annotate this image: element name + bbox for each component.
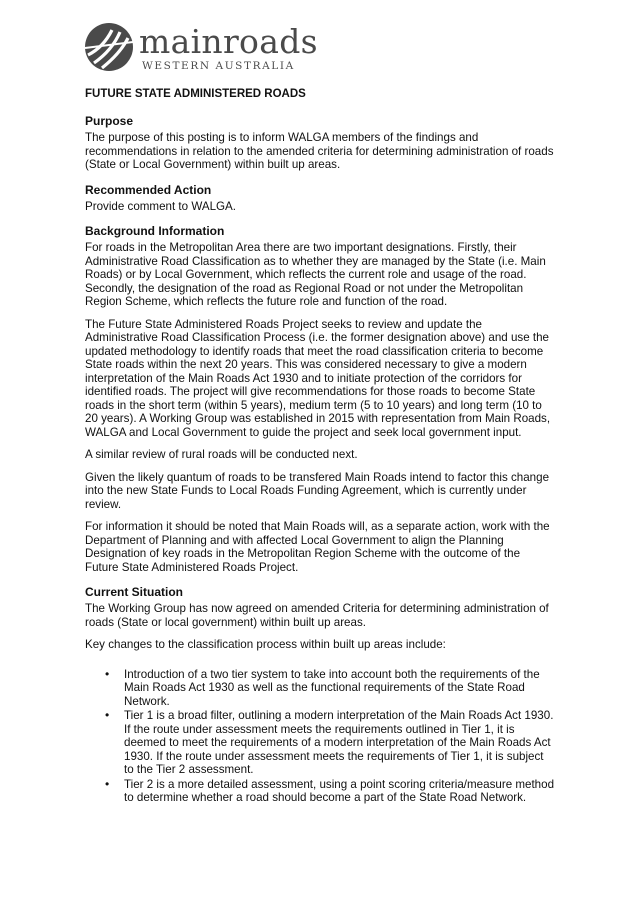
section-recommended-action <box>85 183 555 214</box>
section-purpose <box>85 114 555 172</box>
mainroads-emblem-icon <box>84 22 134 72</box>
section-heading: Purpose <box>85 114 134 128</box>
section-heading: Current Situation <box>85 585 183 599</box>
paragraph: The Working Group has now agreed on amended Criteria for determining administration of roads (State or local government) within built up areas. <box>85 602 549 629</box>
list-item <box>85 668 555 709</box>
list-item-text: Introduction of a two tier system to take into account both the requirements of the Main Roads Act 1930 as well as the functional requirements of the State Road Network. <box>124 667 540 708</box>
section-background-information <box>85 224 555 574</box>
logo-wordmark: mainroads <box>139 22 318 61</box>
list-item <box>85 778 555 805</box>
paragraph: Provide comment to WALGA. <box>85 199 236 213</box>
document-body <box>85 88 555 806</box>
document-title: FUTURE STATE ADMINISTERED ROADS <box>85 88 306 100</box>
bullet-icon: • <box>105 666 110 681</box>
section-heading: Background Information <box>85 224 225 238</box>
paragraph: For information it should be noted that Main Roads will, as a separate action, work with the Department of Planning and with affected Local Government to align the Planning Designation of key roads in the Metropolitan Region Scheme with the outcome of the Future State Administered Roads Project. <box>85 520 550 574</box>
paragraph: For roads in the Metropolitan Area there are two important designations. Firstly, their Administrative Road Classification as to whether they are managed by the State (i.e. Main Roads) or by Local Government, which reflects the current role and usage of the road. Secondly, the designation of the road as Regional Road or not under the Metropolitan Region Scheme, which reflects the future role and function of the road. <box>85 241 546 308</box>
paragraph: The purpose of this posting is to inform WALGA members of the findings and recommendations in relation to the amended criteria for determining administration of roads (State or Local Government) within built up areas. <box>85 131 554 171</box>
logo-subtitle: WESTERN AUSTRALIA <box>142 60 295 72</box>
list-item-text: Tier 1 is a broad filter, outlining a modern interpretation of the Main Roads Act 1930. If the route under assessment meets the requirements outlined in Tier 1, it is deemed to meet the requirements of a modern interpretation of the Main Roads Act 1930. If the route under assessment meets the requirements of Tier 1, it is subject to the Tier 2 assessment. <box>124 709 554 776</box>
paragraph: The Future State Administered Roads Project seeks to review and update the Administrative Road Classification Process (i.e. the former designation above) and use the updated methodology to identify roads that meet the road classification criteria to become State roads within the next 20 years. This was considered necessary to give a modern interpretation of the Main Roads Act 1930 and to initiate protection of the corridors for identified roads. The project will give recommendations for those roads to become State roads in the short term (within 5 years), medium term (5 to 10 years) and long term (10 to 20 years). A Working Group was established in 2015 with representation from Main Roads, WALGA and Local Government to guide the project and seek local government input. <box>85 317 551 439</box>
list-item-text: Tier 2 is a more detailed assessment, using a point scoring criteria/measure method to determine whether a road should become a part of the State Road Network. <box>124 777 555 804</box>
bullet-icon: • <box>105 776 110 791</box>
paragraph: Given the likely quantum of roads to be transfered Main Roads intend to factor this change into the new State Funds to Local Roads Funding Agreement, which is currently under review. <box>85 470 550 511</box>
section-current-situation <box>85 585 555 805</box>
paragraph: Key changes to the classification process within built up areas include: <box>85 638 446 651</box>
paragraph: A similar review of rural roads will be conducted next. <box>85 448 358 461</box>
bullet-icon: • <box>105 708 110 722</box>
section-heading: Recommended Action <box>85 182 212 197</box>
list-item <box>85 709 555 777</box>
bullet-list <box>85 668 555 805</box>
mainroads-logo <box>84 22 318 74</box>
